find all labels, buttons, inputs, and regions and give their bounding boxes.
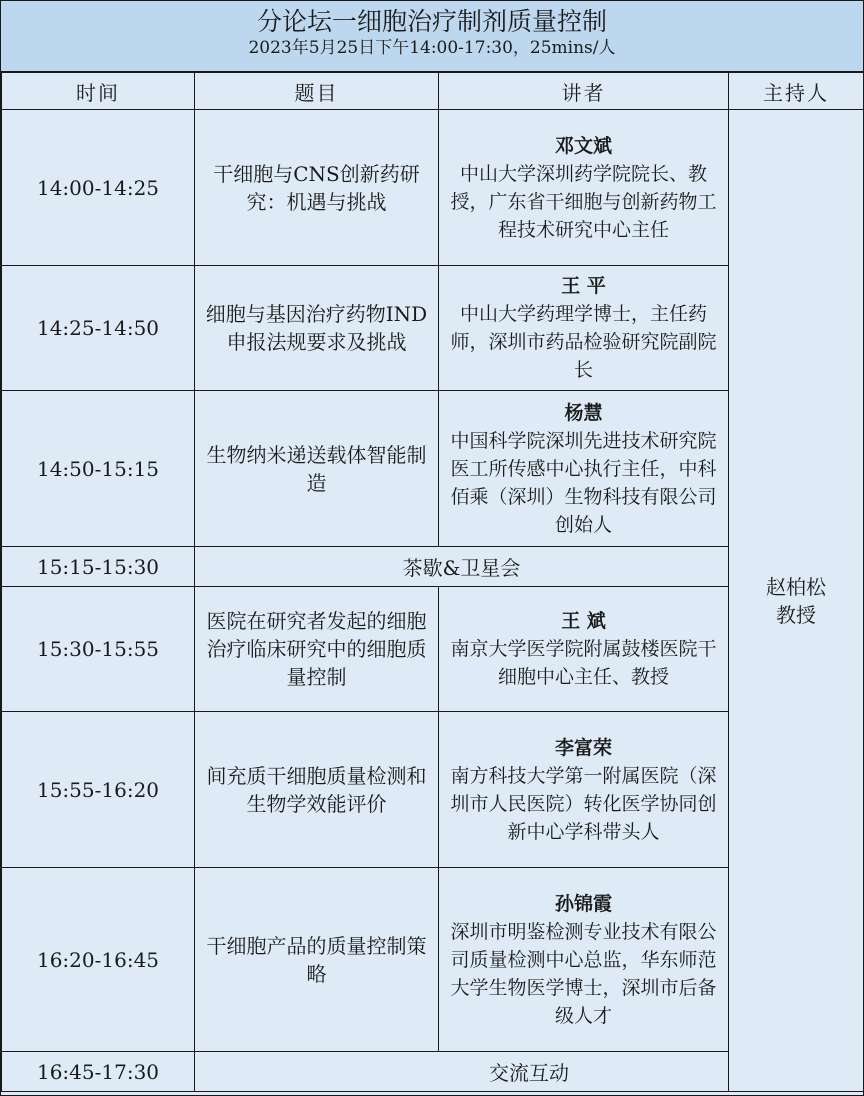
session-speaker bbox=[439, 868, 729, 1052]
discussion-label: 交流互动 bbox=[195, 1052, 864, 1092]
session-time: 14:00-14:25 bbox=[2, 110, 195, 266]
speaker-info: 深圳市明鉴检测专业技术有限公司质量检测中心总监，华东师范大学生物医学博士，深圳市后备级人才 bbox=[450, 920, 717, 1027]
table-row bbox=[2, 110, 864, 266]
speaker-name: 王 斌 bbox=[561, 610, 606, 632]
speaker-name: 王 平 bbox=[561, 275, 606, 297]
speaker-info: 南京大学医学院附属鼓楼医院干细胞中心主任、教授 bbox=[450, 638, 717, 688]
header-host: 主持人 bbox=[729, 73, 864, 110]
session-time: 15:30-15:55 bbox=[2, 587, 195, 712]
session-time: 16:45-17:30 bbox=[2, 1052, 195, 1092]
session-speaker bbox=[439, 587, 729, 712]
session-time: 14:25-14:50 bbox=[2, 266, 195, 391]
host-cell bbox=[729, 110, 864, 1092]
session-speaker bbox=[439, 391, 729, 547]
title-block bbox=[1, 1, 863, 72]
header-row bbox=[2, 73, 864, 110]
agenda-table bbox=[1, 72, 864, 1092]
speaker-name: 邓文斌 bbox=[554, 134, 612, 157]
session-time: 14:50-15:15 bbox=[2, 391, 195, 547]
speaker-info: 南方科技大学第一附属医院（深圳市人民医院）转化医学协同创新中心学科带头人 bbox=[450, 764, 717, 843]
header-topic: 题目 bbox=[195, 73, 439, 110]
speaker-name: 李富荣 bbox=[554, 736, 612, 759]
speaker-info: 中山大学药理学博士，主任药师，深圳市药品检验研究院副院长 bbox=[450, 303, 717, 381]
speaker-name: 杨慧 bbox=[564, 401, 603, 424]
session-topic: 医院在研究者发起的细胞治疗临床研究中的细胞质量控制 bbox=[195, 587, 439, 712]
session-time: 16:20-16:45 bbox=[2, 868, 195, 1052]
session-topic: 细胞与基因治疗药物IND申报法规要求及挑战 bbox=[195, 266, 439, 391]
session-topic: 生物纳米递送载体智能制造 bbox=[195, 391, 439, 547]
speaker-name: 孙锦霞 bbox=[554, 892, 612, 915]
session-topic: 干细胞与CNS创新药研究：机遇与挑战 bbox=[195, 110, 439, 266]
session-time: 15:55-16:20 bbox=[2, 712, 195, 868]
host-title: 教授 bbox=[776, 602, 816, 627]
session-speaker bbox=[439, 266, 729, 391]
session-speaker bbox=[439, 712, 729, 868]
session-speaker bbox=[439, 110, 729, 266]
table-row bbox=[2, 1052, 864, 1092]
session-topic: 间充质干细胞质量检测和生物学效能评价 bbox=[195, 712, 439, 868]
page-title: 分论坛一细胞治疗制剂质量控制 bbox=[256, 7, 607, 36]
break-label: 茶歇&卫星会 bbox=[195, 547, 729, 587]
speaker-info: 中山大学深圳药学院院长、教授，广东省干细胞与创新药物工程技术研究中心主任 bbox=[450, 162, 717, 241]
speaker-info: 中国科学院深圳先进技术研究院医工所传感中心执行主任，中科佰乘（深圳）生物科技有限公司创始人 bbox=[450, 429, 717, 536]
session-topic: 干细胞产品的质量控制策略 bbox=[195, 868, 439, 1052]
header-time: 时间 bbox=[2, 73, 195, 110]
page-subtitle: 2023年5月25日下午14:00-17:30，25mins/人 bbox=[248, 38, 616, 58]
header-speaker: 讲者 bbox=[439, 73, 729, 110]
session-time: 15:15-15:30 bbox=[2, 547, 195, 587]
host-name: 赵柏松 bbox=[766, 574, 826, 599]
